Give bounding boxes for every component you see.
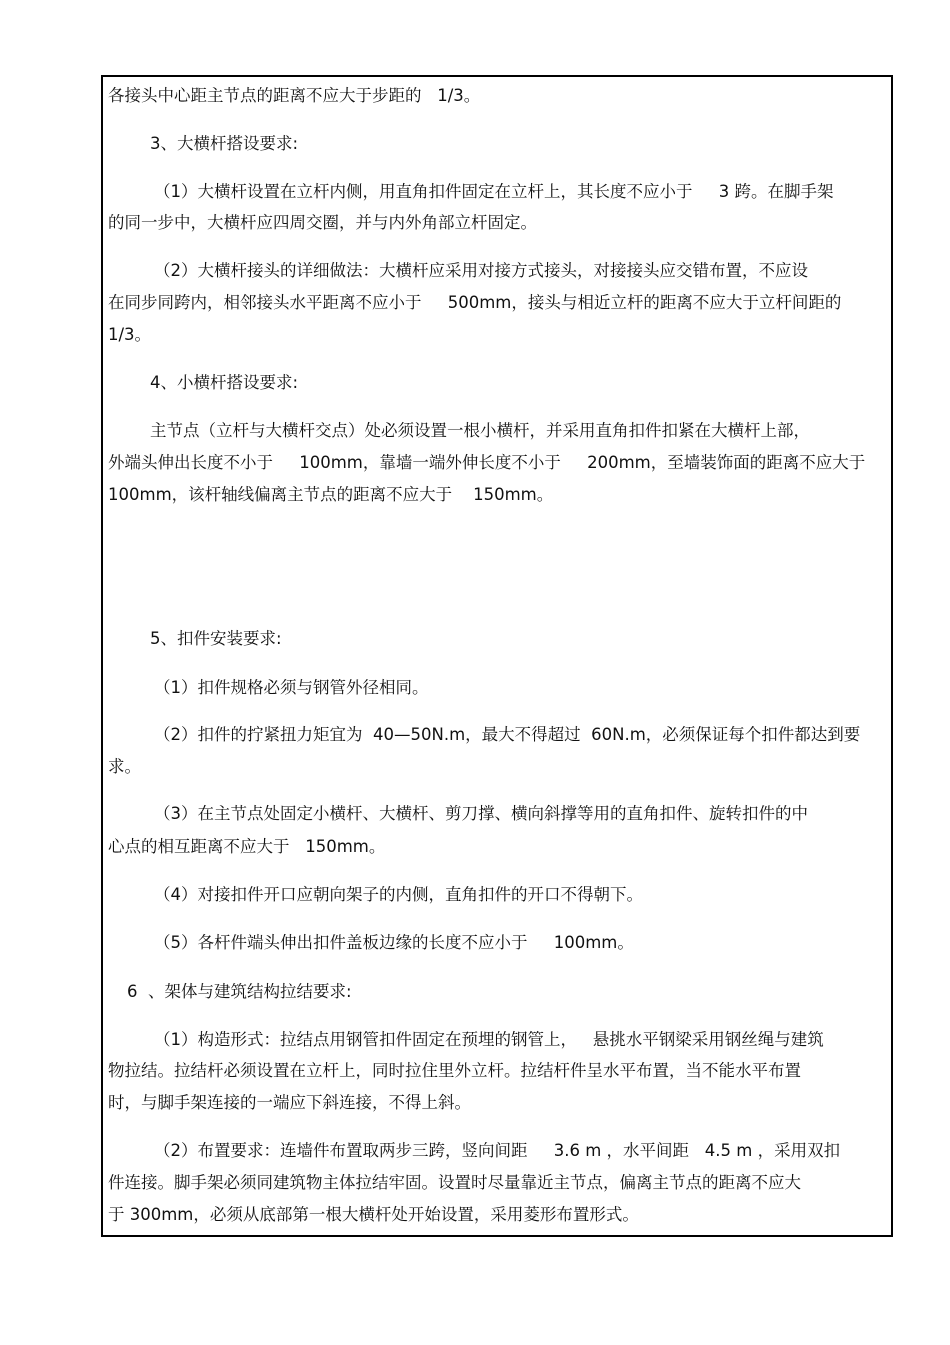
text-line: 时，与脚手架连接的一端应下斜连接，不得上斜。 xyxy=(108,1093,471,1112)
text-line: 心点的相互距离不应大于 150mm。 xyxy=(108,837,386,856)
text-line: 1/3。 xyxy=(108,325,152,344)
text-line: （1）扣件规格必须与钢管外径相同。 xyxy=(154,678,429,697)
text-line: （2）扣件的拧紧扭力矩宜为 40—50N.m，最大不得超过 60N.m，必须保证每个扣件都达到要 xyxy=(154,725,861,744)
text-line: 物拉结。拉结杆必须设置在立杆上，同时拉住里外立杆。拉结杆件呈水平布置，当不能水平布置 xyxy=(108,1061,801,1080)
text-line: 件连接。脚手架必须同建筑物主体拉结牢固。设置时尽量靠近主节点，偏离主节点的距离不应大 xyxy=(108,1173,801,1192)
text-line: （1）构造形式：拉结点用钢管扣件固定在预埋的钢管上， 悬挑水平钢梁采用钢丝绳与建筑 xyxy=(154,1030,824,1049)
section-heading: 4、小横杆搭设要求: xyxy=(150,373,299,392)
text-line: 各接头中心距主节点的距离不应大于步距的 1/3。 xyxy=(108,86,481,105)
text-line: （2）布置要求：连墙件布置取两步三跨，竖向间距 3.6 m ，水平间距 4.5 m ，采用双扣 xyxy=(154,1141,841,1160)
text-line: （3）在主节点处固定小横杆、大横杆、剪刀撑、横向斜撑等用的直角扣件、旋转扣件的中 xyxy=(154,804,808,823)
section-heading: 6 、架体与建筑结构拉结要求: xyxy=(127,982,352,1001)
section-heading: 5、扣件安装要求: xyxy=(150,629,282,648)
text-line: 100mm，该杆轴线偏离主节点的距离不应大于 150mm。 xyxy=(108,485,554,504)
text-line: 于 300mm，必须从底部第一根大横杆处开始设置，采用菱形布置形式。 xyxy=(108,1205,639,1224)
text-line: （2）大横杆接头的详细做法：大横杆应采用对接方式接头，对接接头应交错布置，不应设 xyxy=(154,261,808,280)
text-line: （1）大横杆设置在立杆内侧，用直角扣件固定在立杆上，其长度不应小于 3 跨。在脚手架 xyxy=(154,182,834,201)
text-line: 外端头伸出长度不小于 100mm，靠墙一端外伸长度不小于 200mm，至墙装饰面的距离不应大于 xyxy=(108,453,866,472)
text-line: 在同步同跨内，相邻接头水平距离不应小于 500mm，接头与相近立杆的距离不应大于立杆间距的 xyxy=(108,293,842,312)
text-line: 求。 xyxy=(108,757,141,776)
section-heading: 3、大横杆搭设要求: xyxy=(150,134,299,153)
text-line: 的同一步中，大横杆应四周交圈，并与内外角部立杆固定。 xyxy=(108,213,537,232)
text-line: （4）对接扣件开口应朝向架子的内侧，直角扣件的开口不得朝下。 xyxy=(154,885,643,904)
text-line: （5）各杆件端头伸出扣件盖板边缘的长度不应小于 100mm。 xyxy=(154,933,634,952)
text-line: 主节点（立杆与大横杆交点）处必须设置一根小横杆，并采用直角扣件扣紧在大横杆上部， xyxy=(150,421,810,440)
